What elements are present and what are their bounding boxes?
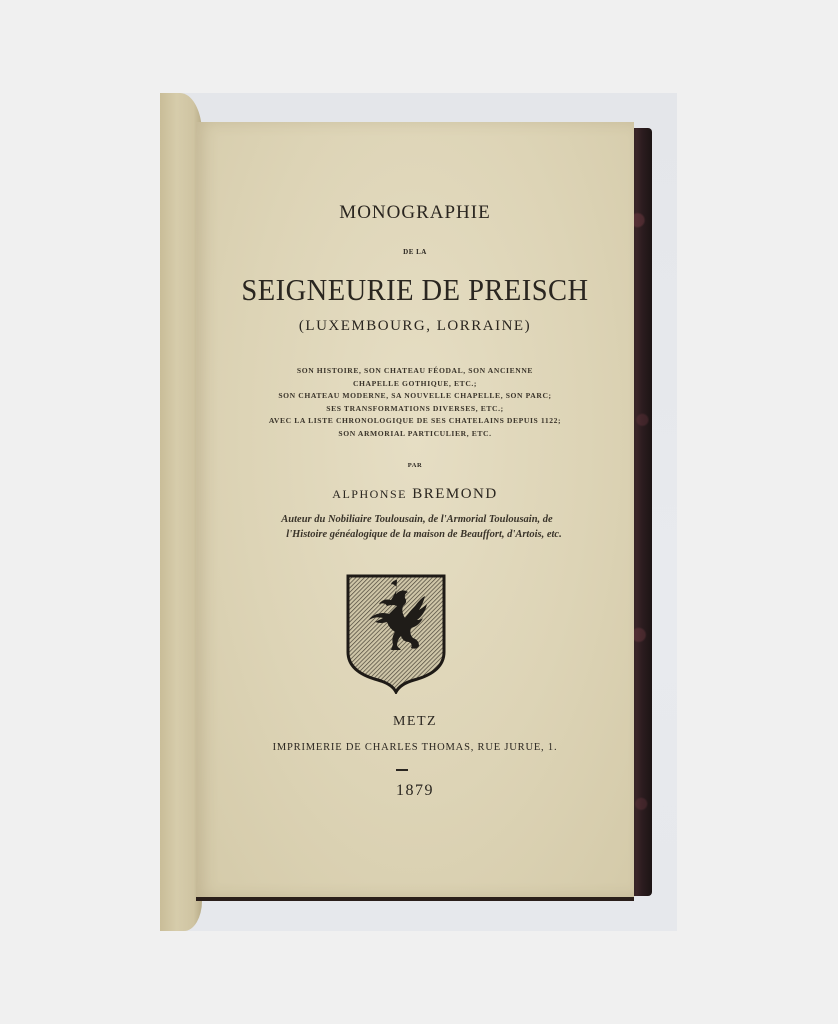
region-subtitle: (LUXEMBOURG, LORRAINE) (298, 318, 532, 334)
printer-imprint: IMPRIMERIE DE CHARLES THOMAS, RUE JURUE, 1. (272, 742, 558, 753)
contents-description (236, 365, 594, 441)
main-title: SEIGNEURIE DE PREISCH (241, 272, 589, 307)
publication-city: METZ (392, 714, 438, 729)
contents-line: SON ARMORIAL PARTICULIER, ETC. (338, 428, 492, 438)
title-page (196, 122, 634, 899)
contents-line: CHAPELLE GOTHIQUE, ETC.; (352, 378, 478, 388)
publication-year: 1879 (396, 782, 434, 799)
connector-text: DE LA (403, 248, 427, 256)
contents-line: SES TRANSFORMATIONS DIVERSES, ETC.; (326, 403, 504, 413)
heading: MONOGRAPHIE (339, 202, 491, 223)
by-label: PAR (407, 462, 423, 469)
divider-rule (396, 769, 408, 771)
author-description-line: l'Histoire généalogique de la maison de Beauffort, d'Artois, etc. (286, 529, 562, 540)
contents-line: SON HISTOIRE, SON CHATEAU FÉODAL, SON ANCIENNE (296, 366, 534, 375)
author-description (226, 512, 608, 542)
author-last-name: BREMOND (412, 486, 498, 502)
contents-line: AVEC LA LISTE CHRONOLOGIQUE DE SES CHATELAINS DEPUIS 1122; (268, 416, 562, 426)
author-name (196, 486, 634, 503)
author-first-name: ALPHONSE (332, 487, 407, 501)
contents-line: SON CHATEAU MODERNE, SA NOUVELLE CHAPELLE, SON PARC; (278, 391, 552, 401)
griffin-coat-of-arms-icon (344, 572, 448, 694)
author-description-line: Auteur du Nobiliaire Toulousain, de l'Armorial Toulousain, de (281, 514, 553, 525)
